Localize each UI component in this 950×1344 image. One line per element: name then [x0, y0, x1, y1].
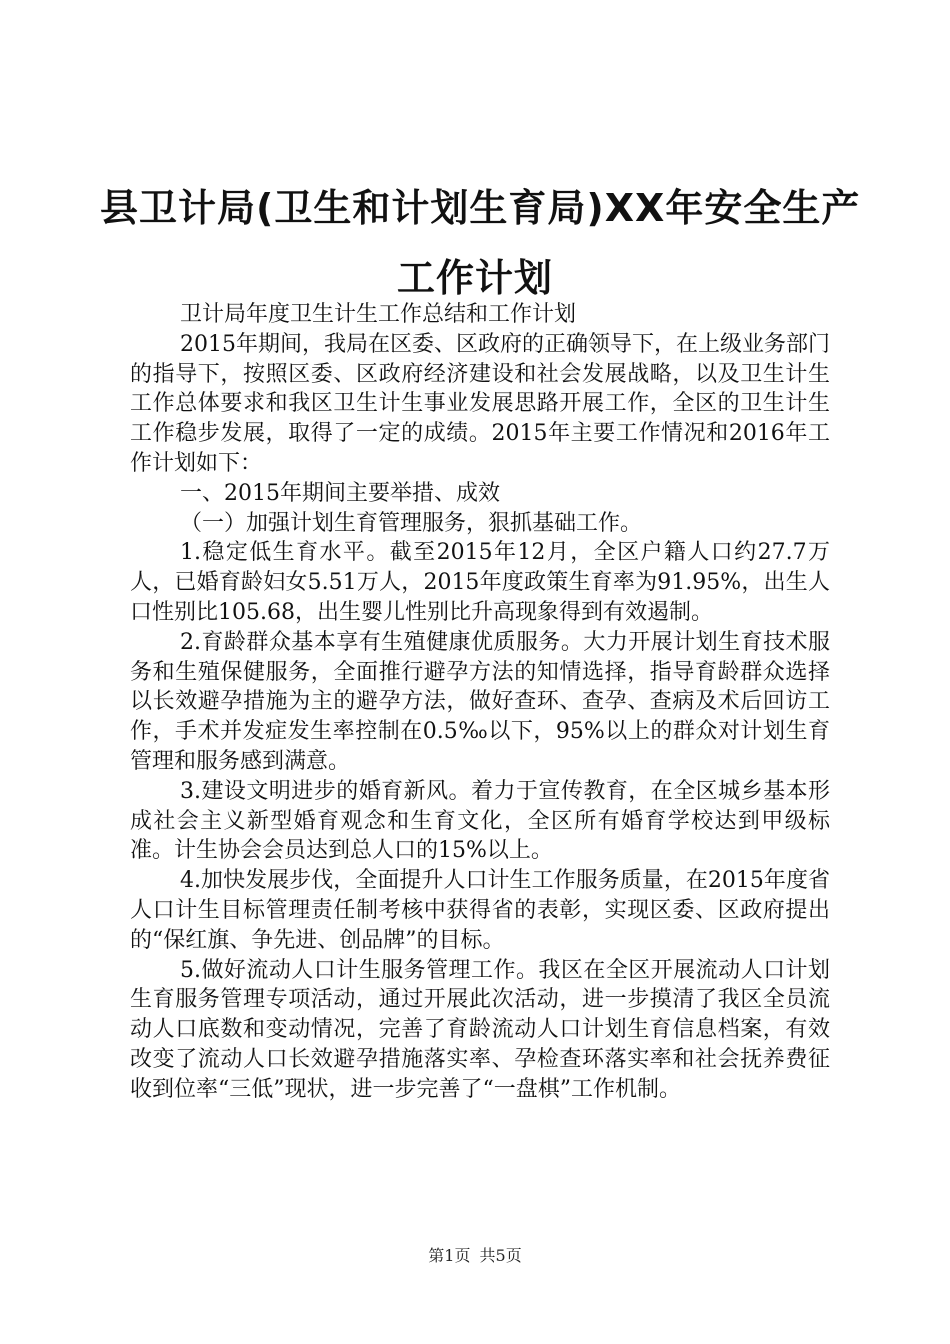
paragraph-item-5: 5.做好流动人口计生服务管理工作。我区在全区开展流动人口计划生育服务管理专项活动，通过开展此次活动，进一步摸清了我区全员流动人口底数和变动情况，完善了育龄流动人口计划生育信息档案，有效改变了流动人口长效避孕措施落实率、孕检查环落实率和社会抚养费征收到位率“三低”现状，进一步完善了“一盘棋”工作机制。: [130, 957, 830, 1102]
paragraph-subsection-heading: （一）加强计划生育管理服务，狠抓基础工作。: [180, 510, 643, 536]
paragraph-section-heading: 一、2015年期间主要举措、成效: [180, 480, 500, 506]
paragraph-item-1: 1.稳定低生育水平。截至2015年12月，全区户籍人口约27.7万人，已婚育龄妇女5.51万人，2015年度政策生育率为91.95%，出生人口性别比105.68，出生婴儿性别比升高现象得到有效遏制。: [130, 540, 830, 625]
document-body: [130, 300, 830, 1105]
page-footer: [0, 1243, 950, 1266]
page-number: 第1页: [428, 1246, 471, 1265]
paragraph-item-4: 4.加快发展步伐，全面提升人口计生工作服务质量，在2015年度省人口计生目标管理责任制考核中获得省的表彰，实现区委、区政府提出的“保红旗、争先进、创品牌”的目标。: [130, 868, 830, 953]
page-total: 共5页: [479, 1246, 522, 1265]
document-title-line1: 县卫计局(卫生和计划生育局)XX年安全生产: [100, 186, 861, 230]
paragraph-intro: 2015年期间，我局在区委、区政府的正确领导下，在上级业务部门的指导下，按照区委、区政府经济建设和社会发展战略，以及卫生计生工作总体要求和我区卫生计生事业发展思路开展工作，全区的卫生计生工作稳步发展，取得了一定的成绩。2015年主要工作情况和2016年工作计划如下：: [130, 331, 830, 476]
paragraph-item-2: 2.育龄群众基本享有生殖健康优质服务。大力开展计划生育技术服务和生殖保健服务，全面推行避孕方法的知情选择，指导育龄群众选择以长效避孕措施为主的避孕方法，做好查环、查孕、查病及术后回访工作，手术并发症发生率控制在0.5‰以下，95%以上的群众对计划生育管理和服务感到满意。: [130, 629, 830, 774]
document-title-line2: 工作计划: [396, 256, 553, 300]
paragraph-item-3: 3.建设文明进步的婚育新风。着力于宣传教育，在全区城乡基本形成社会主义新型婚育观念和生育文化，全区所有婚育学校达到甲级标准。计生协会会员达到总人口的15%以上。: [130, 778, 830, 864]
paragraph-subtitle: 卫计局年度卫生计生工作总结和工作计划: [180, 302, 577, 327]
